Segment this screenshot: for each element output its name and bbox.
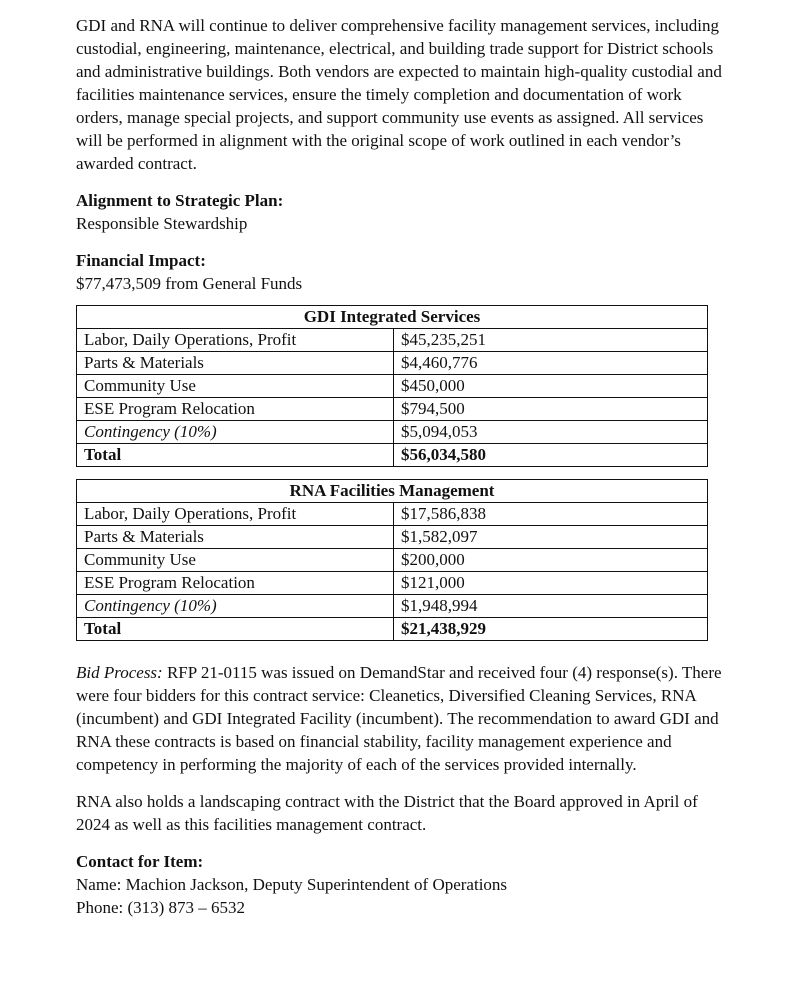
document-page [76, 14, 736, 919]
row-amount: $200,000 [394, 549, 708, 572]
rna-cost-table [76, 479, 708, 641]
table-row [77, 503, 708, 526]
table-row [77, 329, 708, 352]
intro-paragraph: GDI and RNA will continue to deliver comprehensive facility management services, including custodial, engineering, maintenance, electrical, and building trade support for District schools and administrative buildings. Both vendors are expected to maintain high-quality custodial and facilities maintenance services, ensure the timely completion and documentation of work orders, manage special projects, and support community use events as assigned. All services will be performed in alignment with the original scope of work outlined in each vendor’s awarded contract. [76, 16, 722, 173]
table-row [77, 595, 708, 618]
table-row [77, 398, 708, 421]
table-row [77, 375, 708, 398]
table-row [77, 352, 708, 375]
table-row [77, 526, 708, 549]
total-row [77, 444, 708, 467]
contact-name: Name: Machion Jackson, Deputy Superintendent of Operations [76, 875, 508, 894]
row-label: Parts & Materials [77, 526, 394, 549]
rna-note-paragraph: RNA also holds a landscaping contract with the District that the Board approved in April of 2024 as well as this facilities management contract. [76, 792, 698, 834]
row-amount: $121,000 [394, 572, 708, 595]
table-row [77, 421, 708, 444]
row-label: Parts & Materials [77, 352, 394, 375]
row-amount: $1,948,994 [394, 595, 708, 618]
gdi-cost-table [76, 305, 708, 467]
row-label: ESE Program Relocation [77, 572, 394, 595]
bid-process-text: RFP 21-0115 was issued on DemandStar and received four (4) response(s). There were four bidders for this contract service: Cleanetics, Diversified Cleaning Services, RNA (incumbent) and GDI Integrated Facility (incumbent). The recommendation to award GDI and RNA these contracts is based on financial stability, facility management experience and competency in performing the majority of each of the services provided internally. [76, 663, 722, 774]
row-amount: $5,094,053 [394, 421, 708, 444]
contact-phone: Phone: (313) 873 – 6532 [76, 898, 246, 917]
row-amount: $450,000 [394, 375, 708, 398]
row-label: Contingency (10%) [77, 421, 394, 444]
row-amount: $4,460,776 [394, 352, 708, 375]
row-amount: $1,582,097 [394, 526, 708, 549]
row-label: Community Use [77, 375, 394, 398]
total-amount: $21,438,929 [394, 618, 708, 641]
row-label: Labor, Daily Operations, Profit [77, 503, 394, 526]
alignment-heading: Alignment to Strategic Plan: [76, 191, 284, 210]
financial-heading: Financial Impact: [76, 251, 206, 270]
financial-value: $77,473,509 from General Funds [76, 274, 303, 293]
row-label: Labor, Daily Operations, Profit [77, 329, 394, 352]
row-label: Contingency (10%) [77, 595, 394, 618]
table-title: RNA Facilities Management [77, 480, 708, 503]
total-label: Total [77, 618, 394, 641]
row-label: ESE Program Relocation [77, 398, 394, 421]
table-row [77, 572, 708, 595]
row-amount: $17,586,838 [394, 503, 708, 526]
row-amount: $45,235,251 [394, 329, 708, 352]
bid-process-paragraph [76, 661, 736, 776]
row-amount: $794,500 [394, 398, 708, 421]
table-title: GDI Integrated Services [77, 306, 708, 329]
total-label: Total [77, 444, 394, 467]
total-row [77, 618, 708, 641]
contact-heading: Contact for Item: [76, 852, 204, 871]
total-amount: $56,034,580 [394, 444, 708, 467]
bid-process-lead: Bid Process: [76, 663, 163, 682]
row-label: Community Use [77, 549, 394, 572]
alignment-value: Responsible Stewardship [76, 214, 248, 233]
table-row [77, 549, 708, 572]
